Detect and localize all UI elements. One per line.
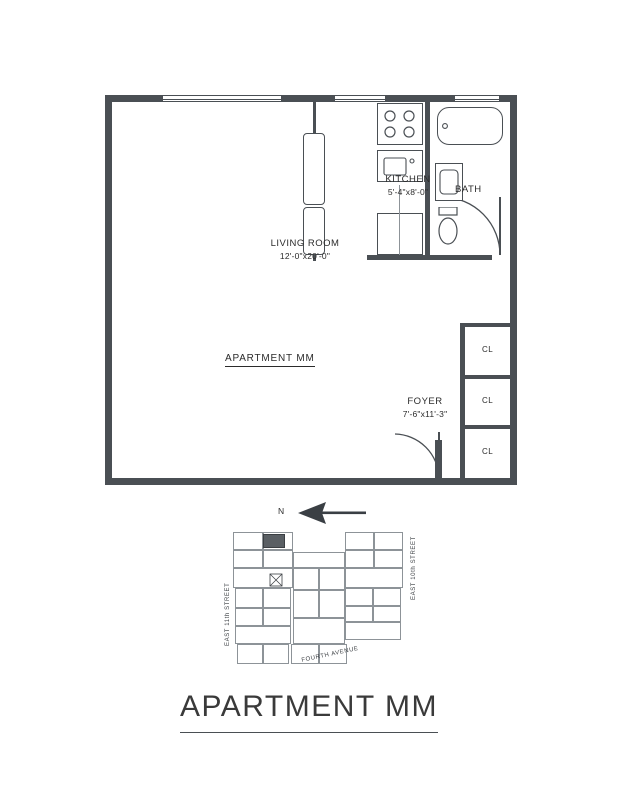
kitchen-column-stem-top	[313, 102, 316, 133]
window-living-room	[163, 95, 281, 102]
kitchen-dims: 5'-4"x8'-0"	[387, 187, 429, 197]
keyplan-unit	[263, 608, 291, 626]
keyplan-unit	[345, 606, 373, 622]
kitchen-column-upper	[303, 133, 325, 205]
page-title: APARTMENT MM	[180, 690, 438, 733]
keyplan-unit	[345, 622, 401, 640]
closet-label-1: CL	[482, 345, 494, 354]
keyplan-unit	[263, 644, 289, 664]
wall-bath-left	[425, 102, 430, 172]
north-arrow-icon	[296, 500, 368, 526]
compass	[278, 500, 368, 526]
kitchen-name: KITCHEN	[385, 174, 431, 185]
keyplan-unit	[345, 550, 374, 568]
keyplan-unit	[345, 588, 373, 606]
keyplan-unit	[293, 618, 345, 644]
compass-north-label: N	[278, 506, 285, 516]
keyplan-unit	[293, 590, 319, 618]
keyplan-unit	[235, 588, 263, 608]
wall-closet-divider-3	[460, 425, 517, 429]
wall-bottom-right	[435, 478, 517, 485]
closet-label-3: CL	[482, 447, 494, 456]
wall-closet-divider-2	[460, 375, 517, 379]
key-plan	[213, 528, 417, 666]
keyplan-unit	[235, 626, 291, 644]
keyplan-unit	[293, 552, 345, 568]
keyplan-unit	[263, 550, 293, 568]
keyplan-highlight-apartment	[263, 534, 285, 548]
stove-burners-icon	[379, 105, 421, 143]
wall-bottom	[105, 478, 441, 485]
room-label-bath	[455, 183, 515, 196]
apartment-label: APARTMENT MM	[225, 353, 315, 367]
living-room-name: LIVING ROOM	[270, 238, 340, 249]
keyplan-unit	[374, 550, 403, 568]
wall-left	[105, 95, 112, 485]
keyplan-unit	[237, 644, 263, 664]
closet-label-2: CL	[482, 396, 494, 405]
room-label-kitchen	[353, 173, 463, 199]
title-block	[0, 690, 618, 733]
street-label-east-11th: EAST 11th STREET	[225, 582, 231, 646]
keyplan-unit	[233, 568, 293, 588]
bath-name: BATH	[455, 184, 482, 195]
window-kitchen	[335, 95, 385, 102]
keyplan-unit	[233, 550, 263, 568]
window-bath	[455, 95, 499, 102]
keyplan-unit	[233, 532, 263, 550]
keyplan-unit	[235, 608, 263, 626]
toilet-icon	[435, 207, 461, 253]
keyplan-unit	[373, 606, 401, 622]
room-label-living-room	[215, 237, 395, 263]
keyplan-unit	[319, 590, 345, 618]
keyplan-unit	[319, 568, 345, 590]
keyplan-unit	[374, 532, 403, 550]
living-room-dims: 12'-0"x20'-0"	[279, 251, 331, 261]
floor-plan	[105, 95, 517, 485]
room-label-foyer	[370, 395, 480, 421]
keyplan-unit	[373, 588, 401, 606]
keyplan-unit	[345, 532, 374, 550]
street-label-east-10th: EAST 10th STREET	[411, 536, 417, 600]
keyplan-unit	[293, 568, 319, 590]
keyplan-unit	[263, 588, 291, 608]
bathtub-drain-icon	[439, 120, 453, 134]
keyplan-stair-icon	[269, 573, 283, 587]
street-label-fourth-avenue: FOURTH AVENUE	[301, 645, 360, 664]
foyer-dims: 7'-6"x11'-3"	[402, 409, 448, 419]
foyer-name: FOYER	[407, 396, 443, 407]
keyplan-unit	[345, 568, 403, 588]
entry-door-swing	[393, 430, 443, 480]
wall-closet-divider-1	[460, 323, 517, 327]
